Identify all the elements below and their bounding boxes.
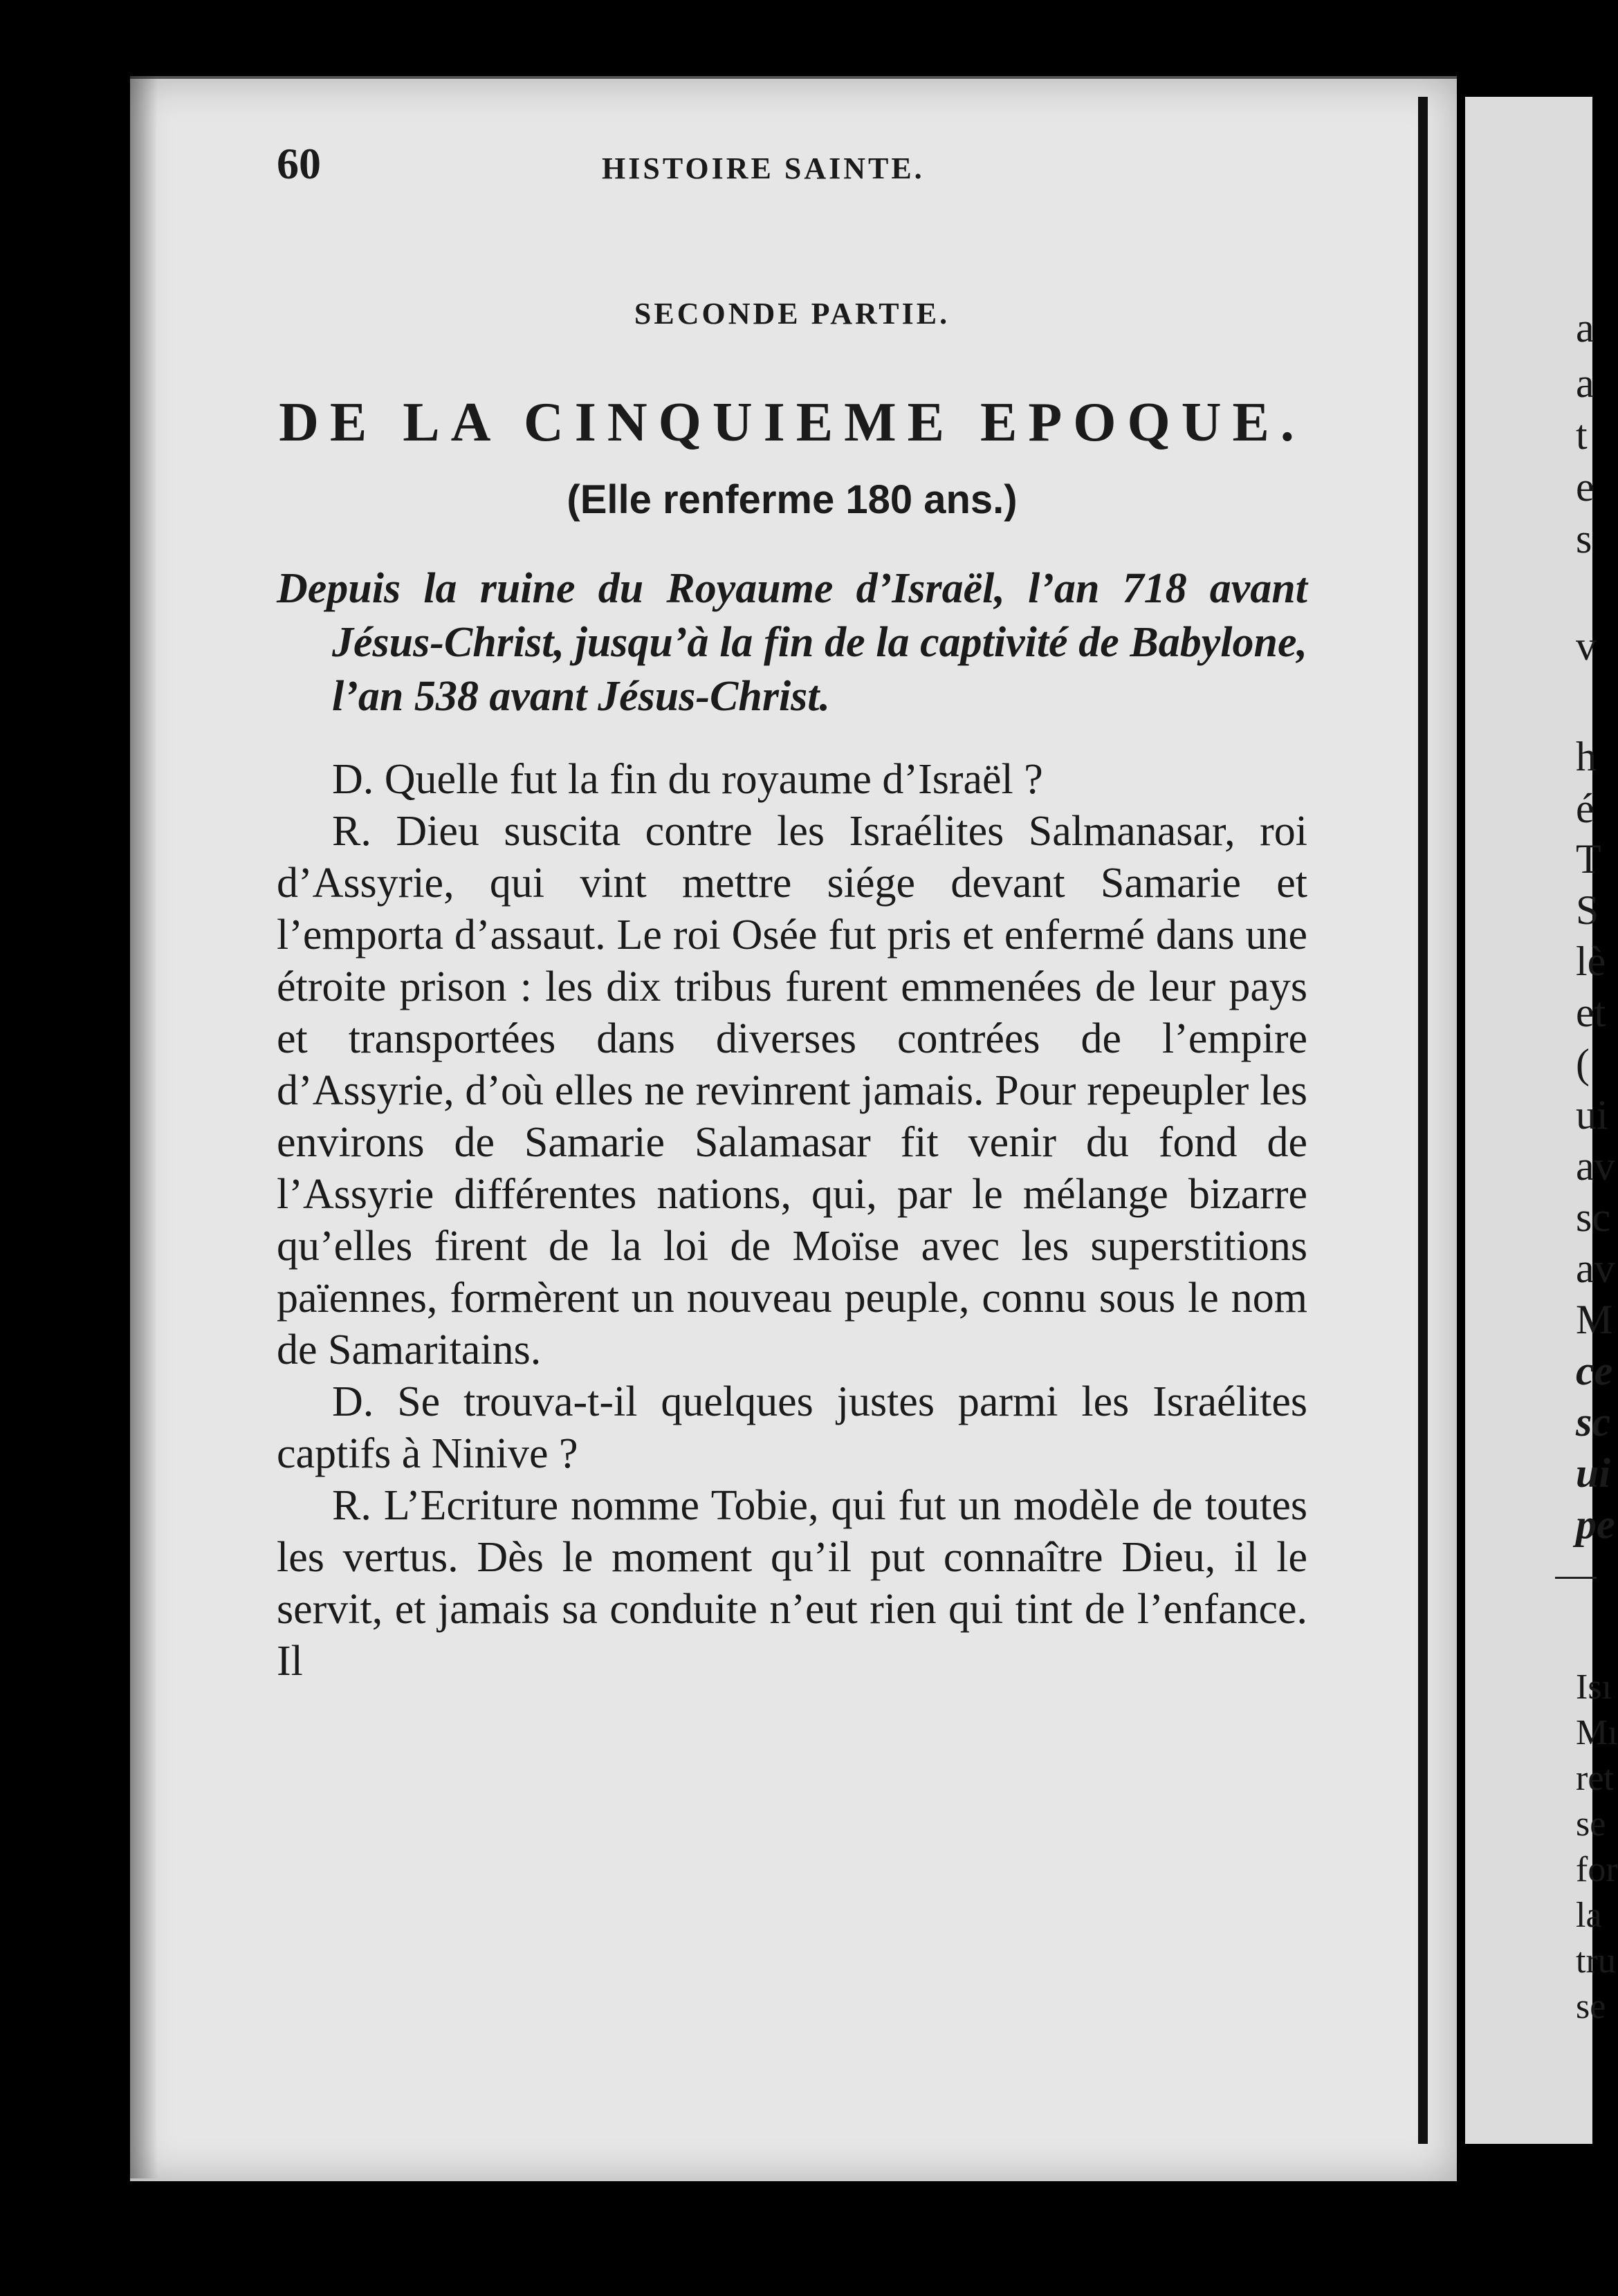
facing-page-text: (	[1576, 1041, 1590, 1086]
question-paragraph: D. Quelle fut la fin du royaume d’Israël ?	[332, 756, 1043, 803]
facing-page-text: M	[1576, 1297, 1613, 1342]
facing-page-text: v	[1576, 623, 1597, 669]
answer-paragraph: R. Dieu suscita contre les Israélites Salmanasar, roi d’Assyrie, qui vint mettre siége devant Samarie et l’emporta d’assaut. Le roi Osée fut pris et enfermé dans une étroite prison : les dix tribus furent emmenées de leur pays et transportées dans diverses contrées de l’empire d’Assyrie, d’où elles ne revinrent jamais. Pour repeupler les environs de Samarie Salamasar fit venir du fond de l’Assyrie différentes nations, qui, par le mélange bizarre qu’elles firent de la loi de Moïse avec les superstitions païennes, formèrent un nouveau peuple, connu sous le nom de Samaritains.	[277, 808, 1307, 1373]
facing-page-fragment	[1465, 97, 1618, 2144]
page-number: 60	[277, 139, 321, 188]
body-text	[277, 754, 1307, 1687]
book-gutter	[1418, 97, 1428, 2144]
facing-page-text: a	[1576, 360, 1594, 406]
facing-page-text: é	[1576, 786, 1594, 831]
running-title: HISTOIRE SAINTE.	[602, 151, 925, 185]
facing-page-text: t	[1576, 412, 1588, 458]
facing-page-text: ui	[1576, 1450, 1611, 1496]
facing-page-text: sc	[1576, 1399, 1610, 1445]
facing-page-text: ui	[1576, 1092, 1608, 1138]
page-content	[277, 131, 1307, 1687]
facing-page-text: S	[1576, 887, 1599, 933]
page-edge-shadow	[130, 76, 158, 2178]
facing-page-text: pe	[1576, 1501, 1615, 1547]
facing-page-text: for	[1576, 1850, 1618, 1889]
facing-page-text: h	[1576, 734, 1597, 779]
facing-page-text: av	[1576, 1143, 1615, 1189]
facing-page-text: s	[1576, 516, 1592, 562]
facing-page-text: la	[1576, 1896, 1602, 1935]
running-head	[277, 131, 1307, 194]
epoch-heading: DE LA CINQUIEME EPOQUE.	[279, 392, 1305, 453]
facing-page-text: et	[1576, 990, 1606, 1035]
part-heading: SECONDE PARTIE.	[634, 297, 950, 331]
span-note: (Elle renferme 180 ans.)	[567, 477, 1018, 522]
facing-page-text: Isı	[1576, 1667, 1612, 1707]
facing-page-text: ce	[1576, 1348, 1613, 1394]
facing-page-text: sc	[1576, 1194, 1610, 1240]
facing-page-text: tru	[1576, 1941, 1616, 1981]
facing-page-text: av	[1576, 1246, 1615, 1291]
facing-page-text: e	[1576, 464, 1594, 510]
epoch-summary: Depuis la ruine du Royaume d’Israël, l’an 718 avant Jésus-Christ, jusqu’à la fin de la captivité de Babylone, l’an 538 avant Jésus-Christ.	[277, 565, 1307, 720]
facing-page-rule	[1555, 1577, 1597, 1579]
facing-page-text: a	[1576, 305, 1594, 351]
facing-page-text: se	[1576, 1804, 1606, 1844]
facing-page-text: T	[1576, 836, 1601, 882]
facing-page-text: se	[1576, 1987, 1606, 2026]
facing-page-text: lè	[1576, 938, 1606, 984]
question-paragraph: D. Se trouva-t-il quelques justes parmi les Israélites captifs à Ninive ?	[277, 1378, 1307, 1477]
answer-paragraph: R. L’Ecriture nomme Tobie, qui fut un modèle de toutes les vertus. Dès le moment qu’il put connaître Dieu, il le servit, et jamais sa conduite n’eut rien qui tint de l’enfance. Il	[277, 1482, 1307, 1685]
facing-page-text: ret	[1576, 1759, 1614, 1798]
facing-page-text: Mı	[1576, 1713, 1618, 1752]
